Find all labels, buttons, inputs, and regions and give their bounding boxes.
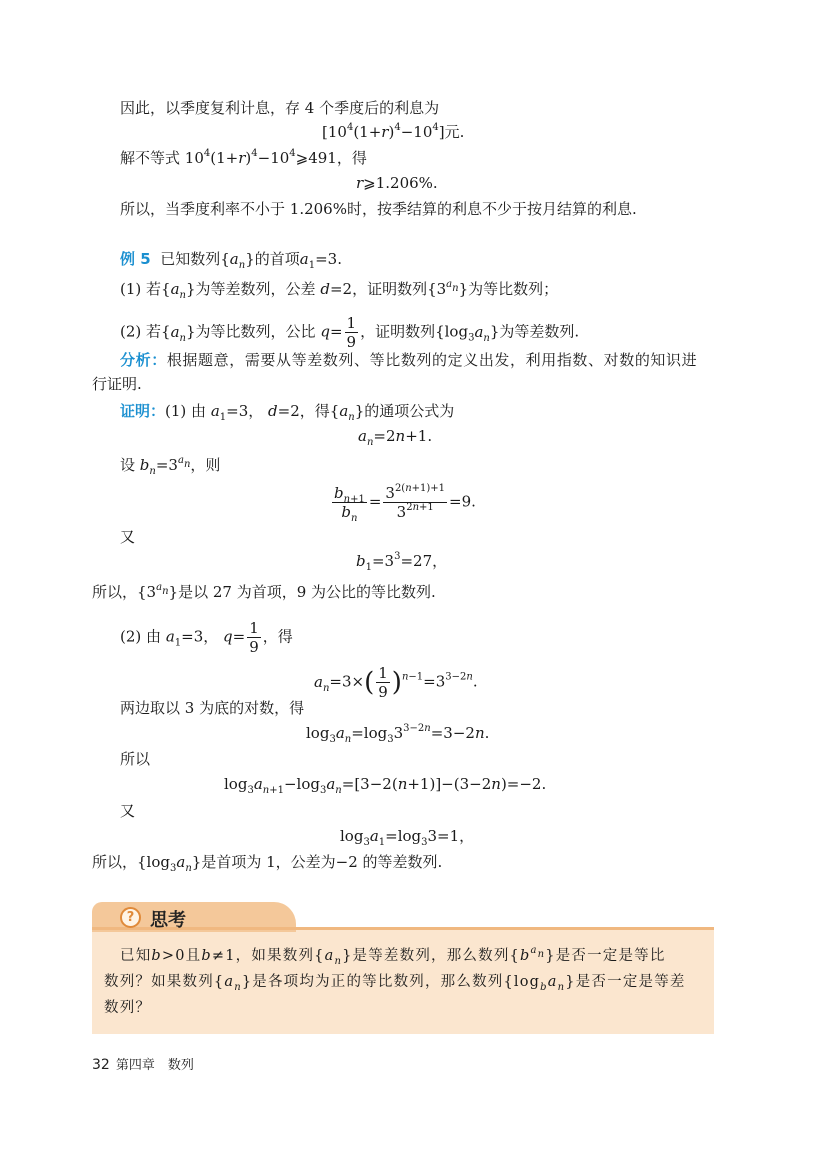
formula: $[10^4(1+r)^4-10^4]$元. xyxy=(322,122,465,141)
fraction: $\frac{1}{9}$ xyxy=(249,619,259,656)
formula: $\log_3a_1=\log_33=1$， xyxy=(340,827,475,848)
text-line: 所以 xyxy=(120,750,151,768)
text: ，如果数列 xyxy=(235,948,315,964)
text-line: 设 $b_n=3^{a_n}$，则 xyxy=(120,455,221,477)
text-line xyxy=(120,350,697,370)
text: 所以， xyxy=(92,583,138,601)
fraction: $\frac{1}{9}$ xyxy=(346,314,357,351)
chapter-title: 第四章 数列 xyxy=(115,1058,194,1073)
fraction: $\frac{b_{n+1}}{b_n}$ xyxy=(334,484,365,524)
text-line: (2) 若$\{a_n\}$为等比数列，公比 q= $\frac{1}{9}$ ，证明数列$\{\log_3a_n\}$为等差数列. xyxy=(120,314,580,351)
example-heading: 例 5 已知数列$\{a_n\}$的首项$a_1=3$. xyxy=(120,250,342,271)
formula: r⩾1.206%. xyxy=(356,174,438,192)
text: 为等比数列，公比 xyxy=(195,322,316,341)
text: 是首项为 1，公差为−2 的等差数列. xyxy=(201,853,443,871)
text-line: 两边取以 3 为底的对数，得 xyxy=(120,699,305,717)
text: 为等差数列. xyxy=(499,322,580,341)
text: 根据题意，需要从等差数列、等比数列的定义出发，利用指数、对数的知识进 xyxy=(166,351,698,369)
text: 已知 xyxy=(120,948,152,964)
formula: $b_1=3^3=27$， xyxy=(356,551,448,573)
text: 是等差数列，那么数列 xyxy=(352,948,510,964)
text: 的通项公式为 xyxy=(364,402,455,420)
text: 数列？如果数列 xyxy=(104,974,214,990)
text: 解不等式 xyxy=(120,149,185,167)
text-line: 证明：(1) 由 $a_1=3$， d=2，得$\{a_n\}$的通项公式为 xyxy=(120,402,455,423)
formula: $a_n=2n+1$. xyxy=(358,427,433,448)
text: (2) 由 xyxy=(120,627,162,646)
text-line: 所以，$\{3^{a_n}\}$是以 27 为首项，9 为公比的等比数列. xyxy=(92,582,436,601)
text: 为等差数列，公差 xyxy=(195,280,316,298)
text-line: (1) 若$\{a_n\}$为等差数列，公差 d=2，证明数列$\{3^{a_n}\}$为等比数列； xyxy=(120,279,559,301)
text: 是各项均为正的等比数列，那么数列 xyxy=(252,974,504,990)
text: 为等比数列； xyxy=(468,280,559,298)
text: 是否一定是等差 xyxy=(575,974,686,990)
text: (1) 若 xyxy=(120,280,162,298)
think-line: 已知b>0且b≠1，如果数列$\{a_n\}$是等差数列，那么数列$\{b^{a_n}\}$是否一定是等比 xyxy=(120,945,666,967)
text: (2) 若 xyxy=(120,322,162,341)
think-line: 数列？如果数列$\{a_n\}$是各项均为正的等比数列，那么数列$\{\log_ba_n\}$是否一定是等差 xyxy=(104,974,686,993)
example-label: 例 5 xyxy=(120,250,151,268)
text-line: 所以，当季度利率不小于 1.206%时，按季结算的利息不少于按月结算的利息. xyxy=(120,200,637,218)
text-line: 因此，以季度复利计息，存 4 个季度后的利息为 xyxy=(120,99,440,117)
text: 设 xyxy=(120,456,136,474)
text: ，证明数列 xyxy=(360,322,436,341)
text-line: 又 xyxy=(120,528,136,546)
text: 的首项 xyxy=(254,250,300,268)
formula: $a_n=3\times$( $\frac{1}{9}$ )$^{n-1}=3^{3-2n}$. xyxy=(314,664,478,701)
text-line: 又 xyxy=(120,802,136,820)
proof-label: 证明： xyxy=(120,402,166,420)
text-line: 所以，$\{\log_3a_n\}$是首项为 1，公差为−2 的等差数列. xyxy=(92,853,443,874)
text: ，得 xyxy=(336,149,367,167)
think-title: 思考 xyxy=(150,910,186,931)
text: ，证明数列 xyxy=(352,280,428,298)
formula: $\log_3a_n=\log_33^{3-2n}=3-2n$. xyxy=(306,723,490,745)
question-icon: ? xyxy=(120,907,141,928)
formula: $\log_3a_{n+1}-\log_3a_n=[3-2(n+1)]-(3-2n)=-2$. xyxy=(224,775,547,796)
text: 已知数列 xyxy=(160,250,221,268)
text: 所以， xyxy=(92,853,138,871)
text: ，则 xyxy=(190,456,221,474)
fraction: $\frac{1}{9}$ xyxy=(378,664,388,701)
text: 且 xyxy=(185,948,202,964)
text: ，得 xyxy=(299,402,330,420)
text: 是否一定是等比 xyxy=(555,948,666,964)
page-footer xyxy=(92,1054,194,1073)
text: 是以 27 为首项，9 为公比的等比数列. xyxy=(178,583,436,601)
text-line: (2) 由 $a_1=3$， q= $\frac{1}{9}$ ，得 xyxy=(120,619,293,656)
text-line: 行证明. xyxy=(92,375,142,393)
text: ，得 xyxy=(262,627,293,646)
text-line: 解不等式 $10^4(1+r)^4-10^4⩾491$，得 xyxy=(120,148,367,167)
fraction: $\frac{3^{2(n+1)+1}}{3^{2n+1}}$ xyxy=(385,483,446,521)
analysis-label: 分析： xyxy=(120,351,167,369)
think-line: 数列？ xyxy=(104,1000,152,1016)
formula: $\frac{b_{n+1}}{b_n}$ = $\frac{3^{2(n+1)+1}}{3^{2n+1}}$ =9. xyxy=(334,483,476,524)
text: (1) 由 xyxy=(165,402,207,420)
page-number: 32 xyxy=(92,1057,110,1073)
